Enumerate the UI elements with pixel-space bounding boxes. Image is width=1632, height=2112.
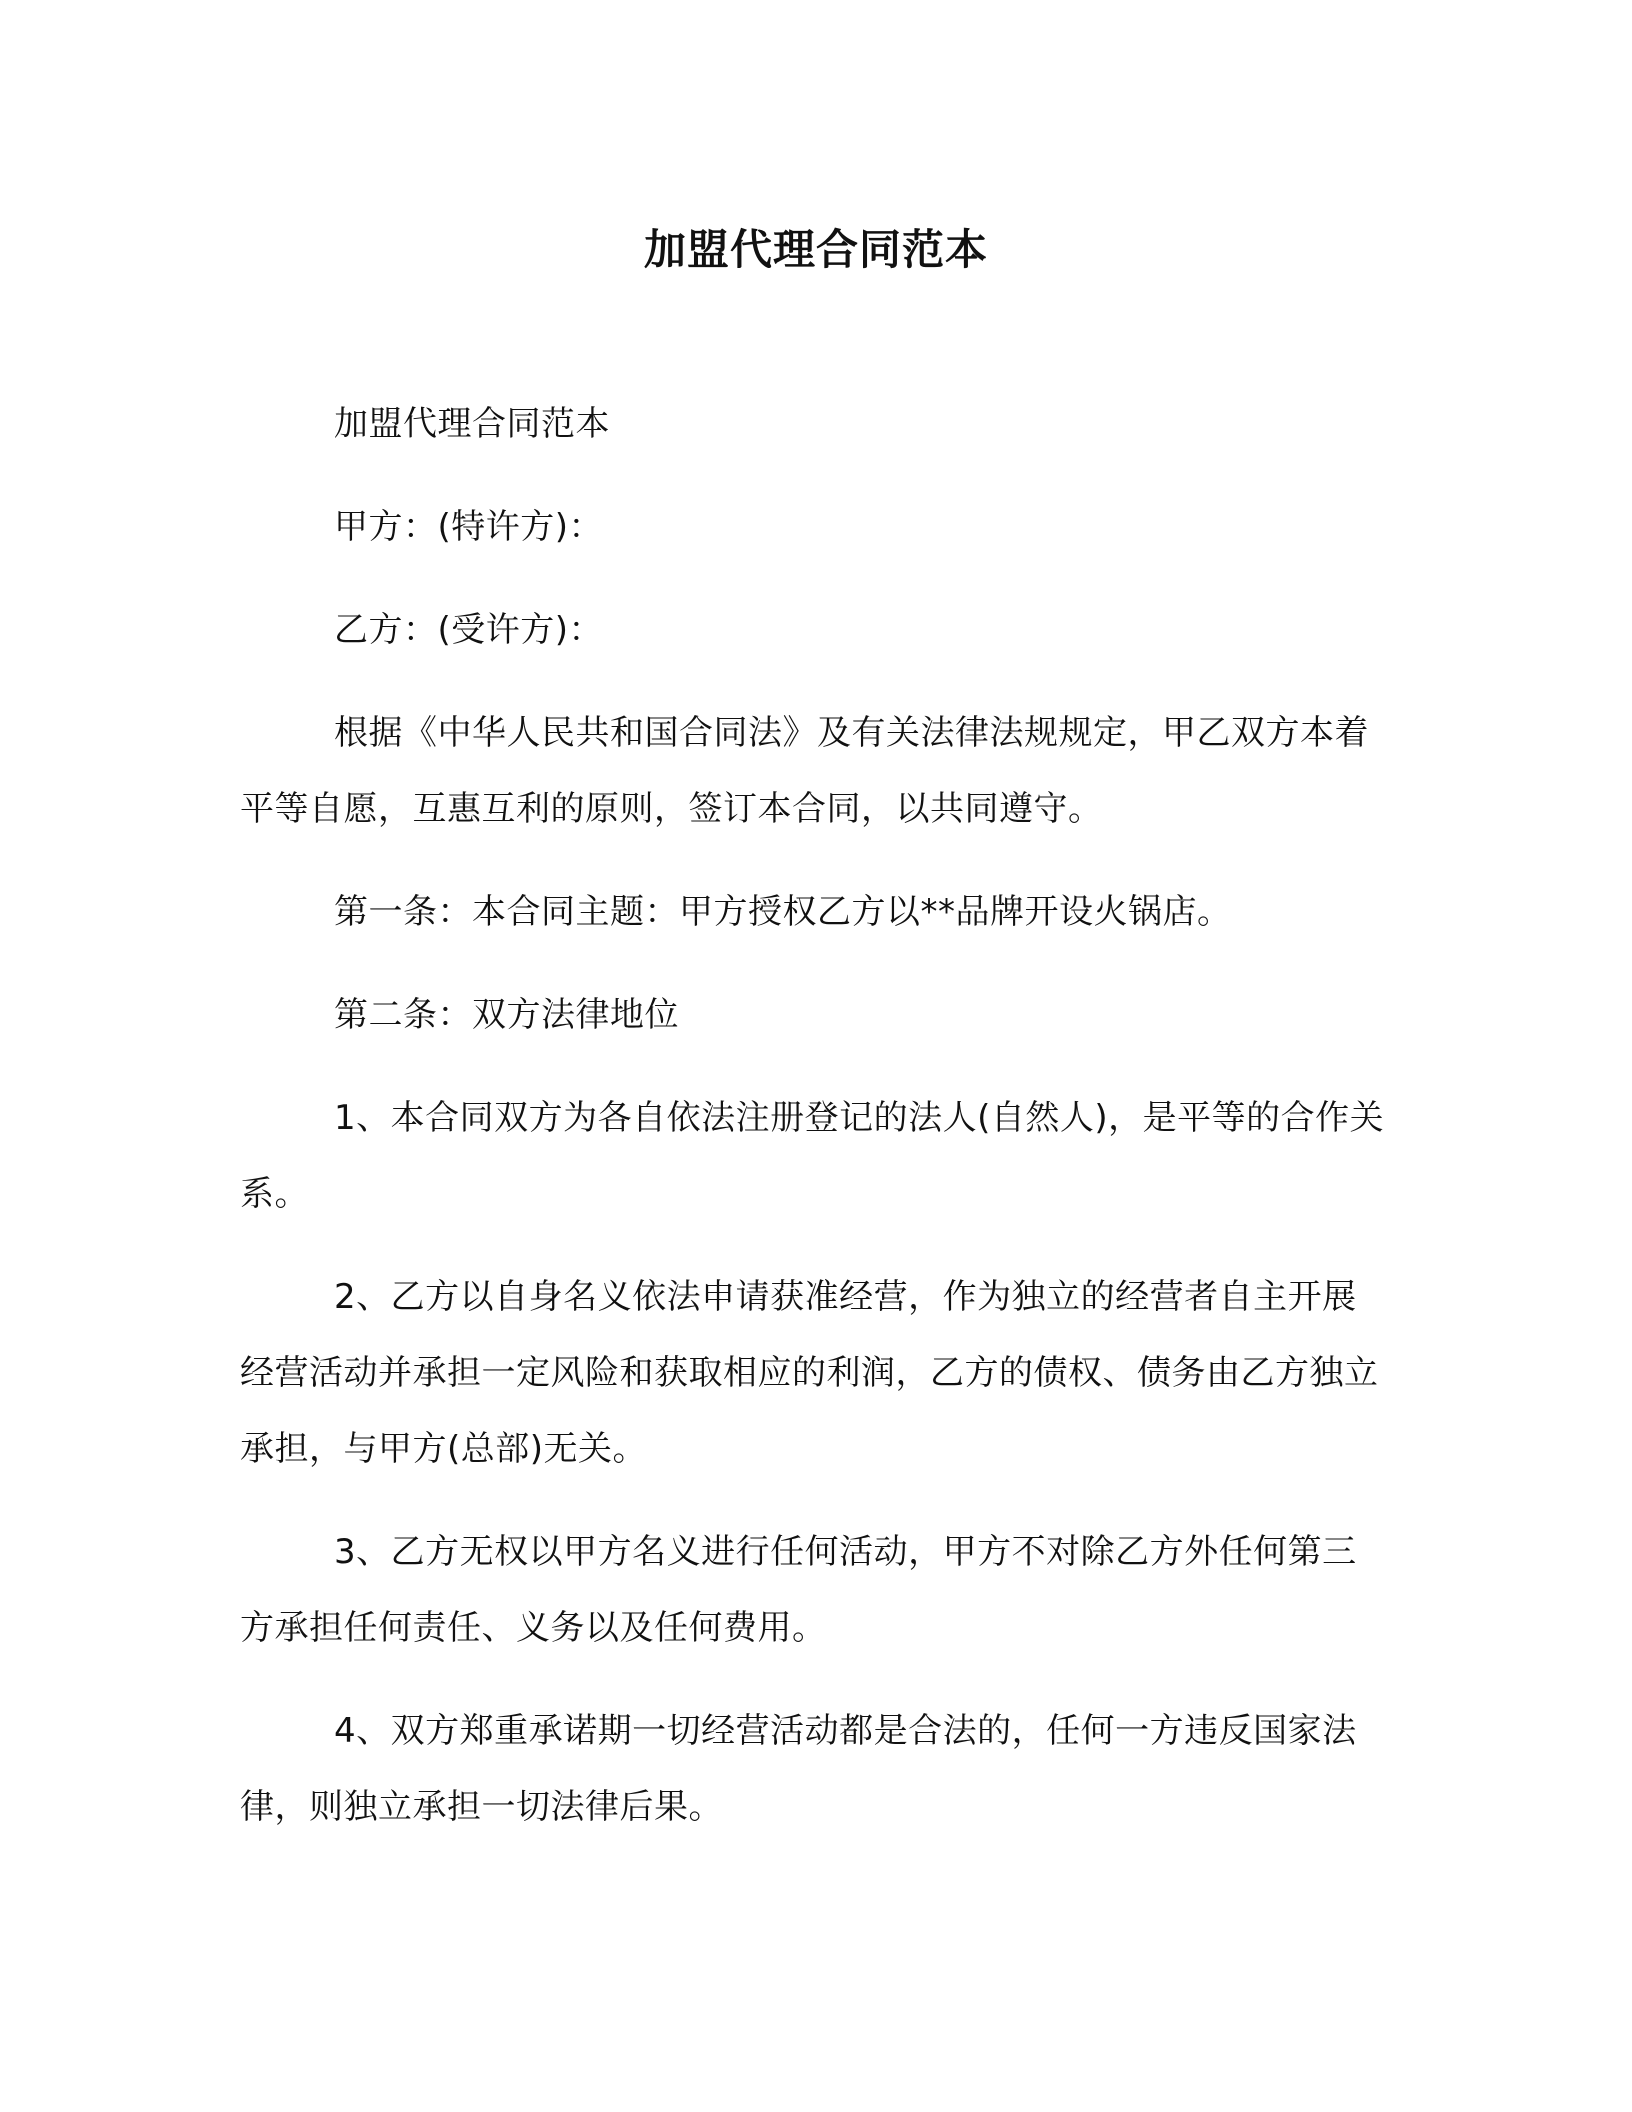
paragraph-clause-2: 2、乙方以自身名义依法申请获准经营，作为独立的经营者自主开展经营活动并承担一定风险和获取相应的利润，乙方的债权、债务由乙方独立承担，与甲方(总部)无关。 [240,1277,1379,1469]
paragraph-party-b: 乙方：(受许方)： [334,610,604,650]
paragraph-clause-4: 4、双方郑重承诺期一切经营活动都是合法的，任何一方违反国家法律，则独立承担一切法律后果。 [240,1711,1357,1827]
paragraph-article-1: 第一条：本合同主题：甲方授权乙方以**品牌开设火锅店。 [334,892,1232,932]
paragraph-preamble: 根据《中华人民共和国合同法》及有关法律法规规定，甲乙双方本着平等自愿，互惠互利的原则，签订本合同，以共同遵守。 [240,713,1369,829]
paragraph-clause-3: 3、乙方无权以甲方名义进行任何活动，甲方不对除乙方外任何第三方承担任何责任、义务以及任何费用。 [240,1532,1357,1648]
document-title: 加盟代理合同范本 [643,225,988,274]
document-body [240,386,1390,1872]
paragraph-article-2: 第二条：双方法律地位 [334,995,679,1035]
paragraph-heading: 加盟代理合同范本 [334,404,610,444]
paragraph-clause-1: 1、本合同双方为各自依法注册登记的法人(自然人)，是平等的合作关系。 [240,1098,1385,1214]
paragraph-party-a: 甲方：(特许方)： [334,507,604,547]
